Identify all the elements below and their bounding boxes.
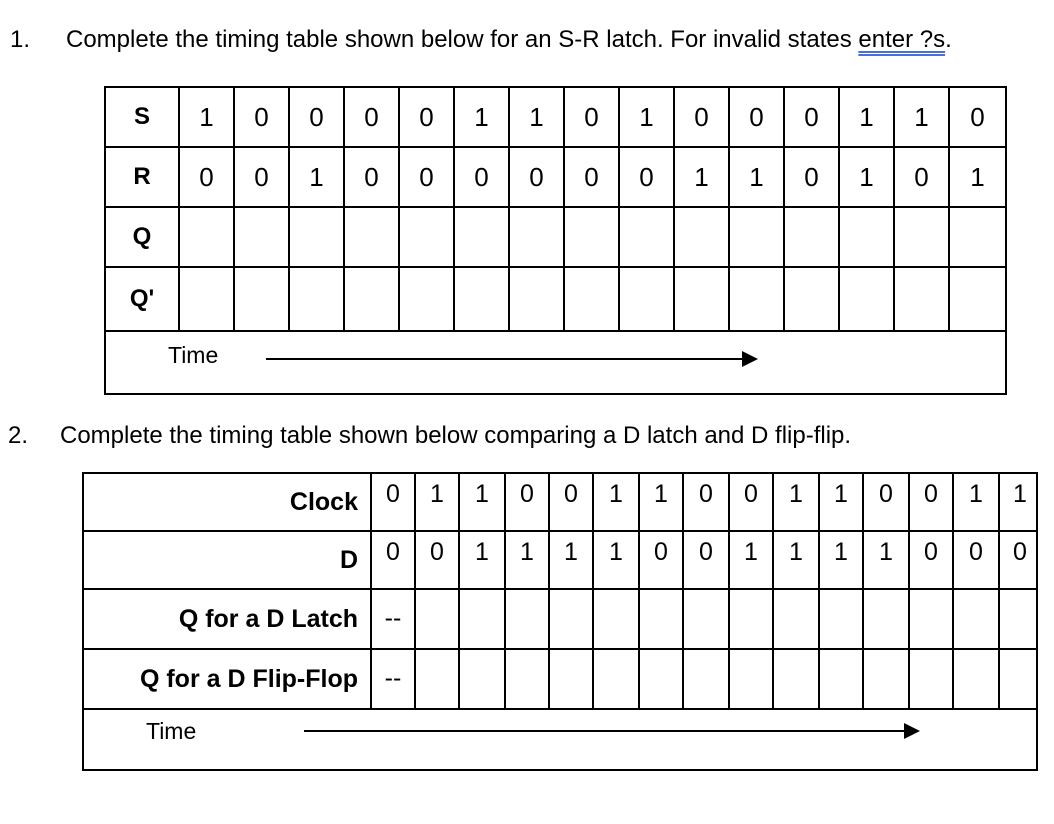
table-cell[interactable] bbox=[675, 208, 730, 266]
table-cell: 0 bbox=[180, 148, 235, 206]
table-cell[interactable] bbox=[774, 650, 820, 708]
table-cell[interactable] bbox=[235, 268, 290, 330]
table-cell[interactable] bbox=[910, 590, 954, 648]
question-2-text: Complete the timing table shown below comparing a D latch and D flip-flip. bbox=[60, 422, 852, 449]
row-label: Q for a D Latch bbox=[84, 590, 372, 648]
table-cell[interactable] bbox=[895, 208, 950, 266]
question-1-underlined-text: enter ?s bbox=[858, 26, 946, 53]
table-cell: 0 bbox=[416, 532, 460, 588]
table-cell: 1 bbox=[774, 474, 820, 530]
table-cell[interactable] bbox=[594, 650, 640, 708]
time-arrow-head-icon bbox=[742, 351, 758, 367]
table-cell: 0 bbox=[235, 88, 290, 146]
table-cell: 0 bbox=[910, 532, 954, 588]
table-cell[interactable] bbox=[620, 208, 675, 266]
table-cell[interactable] bbox=[180, 268, 235, 330]
table-cell[interactable] bbox=[416, 650, 460, 708]
table-cell[interactable] bbox=[954, 590, 1000, 648]
table-cell: 1 bbox=[730, 532, 774, 588]
table-cell: 1 bbox=[675, 148, 730, 206]
table-cell[interactable] bbox=[345, 268, 400, 330]
table-cell[interactable] bbox=[730, 208, 785, 266]
table-cell: 1 bbox=[820, 474, 864, 530]
table-cell[interactable] bbox=[1000, 590, 1040, 648]
table-cell[interactable] bbox=[950, 268, 1005, 330]
time-label: Time bbox=[146, 718, 197, 744]
time-arrow bbox=[304, 730, 908, 732]
table-cell: 0 bbox=[455, 148, 510, 206]
question-1-text: Complete the timing table shown below for an S-R latch. For invalid states bbox=[66, 26, 859, 53]
table-row-q-prime bbox=[106, 268, 1005, 332]
table-cell: 0 bbox=[400, 148, 455, 206]
time-arrow bbox=[266, 358, 746, 360]
table-cell[interactable] bbox=[290, 208, 345, 266]
table-cell[interactable] bbox=[550, 590, 594, 648]
question-1-prompt bbox=[10, 26, 952, 54]
table-cell: 0 bbox=[730, 88, 785, 146]
table-cell[interactable] bbox=[840, 208, 895, 266]
table-cell[interactable] bbox=[345, 208, 400, 266]
table-row-s bbox=[106, 88, 1005, 148]
table-cell[interactable] bbox=[550, 650, 594, 708]
table-row-q-d-latch bbox=[84, 590, 1036, 650]
table-cell: 0 bbox=[235, 148, 290, 206]
table-cell: 0 bbox=[400, 88, 455, 146]
table-cell: -- bbox=[372, 590, 416, 648]
d-latch-flip-flop-timing-table bbox=[82, 472, 1038, 771]
table-cell[interactable] bbox=[416, 590, 460, 648]
table-cell[interactable] bbox=[460, 650, 506, 708]
table-cell[interactable] bbox=[565, 268, 620, 330]
table-row-q bbox=[106, 208, 1005, 268]
table-cell[interactable] bbox=[864, 650, 910, 708]
table-row-d bbox=[84, 532, 1036, 590]
table-cell: 1 bbox=[510, 88, 565, 146]
table-cell: 0 bbox=[684, 532, 730, 588]
table-cell: 0 bbox=[506, 474, 550, 530]
table-cell[interactable] bbox=[180, 208, 235, 266]
table-cell: 1 bbox=[954, 474, 1000, 530]
table-cell: 0 bbox=[895, 148, 950, 206]
table-cell: 1 bbox=[840, 148, 895, 206]
row-label: D bbox=[84, 532, 372, 588]
table-cell[interactable] bbox=[506, 650, 550, 708]
table-cell[interactable] bbox=[730, 590, 774, 648]
table-row-r bbox=[106, 148, 1005, 208]
table-cell[interactable] bbox=[400, 208, 455, 266]
time-label: Time bbox=[168, 342, 219, 368]
table-cell: 0 bbox=[290, 88, 345, 146]
table-cell: 1 bbox=[864, 532, 910, 588]
table-cell[interactable] bbox=[950, 208, 1005, 266]
table-cell: 1 bbox=[180, 88, 235, 146]
row-label: Q bbox=[106, 208, 180, 266]
table-cell[interactable] bbox=[510, 268, 565, 330]
table-cell[interactable] bbox=[895, 268, 950, 330]
table-cell: 1 bbox=[455, 88, 510, 146]
question-1-period: . bbox=[945, 26, 952, 53]
table-cell: -- bbox=[372, 650, 416, 708]
table-cell: 0 bbox=[345, 88, 400, 146]
table-cell[interactable] bbox=[1000, 650, 1040, 708]
table-cell: 1 bbox=[840, 88, 895, 146]
table-cell[interactable] bbox=[785, 208, 840, 266]
table-cell[interactable] bbox=[620, 268, 675, 330]
table-cell: 0 bbox=[675, 88, 730, 146]
table-cell[interactable] bbox=[640, 650, 684, 708]
table-cell[interactable] bbox=[400, 268, 455, 330]
table-cell[interactable] bbox=[840, 268, 895, 330]
table-cell: 1 bbox=[290, 148, 345, 206]
question-2-number: 2. bbox=[8, 422, 29, 449]
table-cell[interactable] bbox=[455, 208, 510, 266]
table-cell: 0 bbox=[550, 474, 594, 530]
table-cell: 0 bbox=[785, 88, 840, 146]
table-cell: 0 bbox=[1013, 538, 1027, 566]
table-cell: 0 bbox=[372, 532, 416, 588]
table-cell[interactable] bbox=[820, 590, 864, 648]
table-cell[interactable] bbox=[510, 208, 565, 266]
table-cell[interactable] bbox=[565, 208, 620, 266]
table-cell[interactable] bbox=[820, 650, 864, 708]
table-cell[interactable] bbox=[290, 268, 345, 330]
table-cell[interactable] bbox=[684, 590, 730, 648]
table-cell[interactable] bbox=[675, 268, 730, 330]
table-cell: 0 bbox=[970, 101, 985, 132]
question-2-prompt bbox=[8, 422, 851, 450]
table-cell: 0 bbox=[730, 474, 774, 530]
table-cell: 1 bbox=[620, 88, 675, 146]
table-cell[interactable] bbox=[774, 590, 820, 648]
table-cell[interactable] bbox=[640, 590, 684, 648]
table-cell[interactable] bbox=[954, 650, 1000, 708]
row-label: Q for a D Flip-Flop bbox=[84, 650, 372, 708]
table-cell: 1 bbox=[460, 532, 506, 588]
table-cell[interactable] bbox=[506, 590, 550, 648]
question-1-number: 1. bbox=[10, 26, 31, 53]
table-cell[interactable] bbox=[785, 268, 840, 330]
table-cell: 0 bbox=[864, 474, 910, 530]
table-cell[interactable] bbox=[455, 268, 510, 330]
table-cell: 0 bbox=[954, 532, 1000, 588]
table-cell: 1 bbox=[774, 532, 820, 588]
table-cell[interactable] bbox=[730, 650, 774, 708]
table-cell: 0 bbox=[565, 148, 620, 206]
sr-latch-timing-table bbox=[104, 86, 1007, 395]
table-cell[interactable] bbox=[460, 590, 506, 648]
table-cell[interactable] bbox=[910, 650, 954, 708]
table-cell: 1 bbox=[730, 148, 785, 206]
table-cell: 1 bbox=[594, 532, 640, 588]
table-cell: 0 bbox=[345, 148, 400, 206]
time-arrow-head-icon bbox=[904, 723, 920, 739]
table-cell: 1 bbox=[550, 532, 594, 588]
table-cell[interactable] bbox=[684, 650, 730, 708]
table-cell: 1 bbox=[506, 532, 550, 588]
row-label: Q' bbox=[106, 268, 180, 330]
table-cell: 1 bbox=[594, 474, 640, 530]
table-cell: 0 bbox=[785, 148, 840, 206]
table-row-q-d-flip-flop bbox=[84, 650, 1036, 710]
table-row-clock bbox=[84, 474, 1036, 532]
table-cell: 1 bbox=[460, 474, 506, 530]
table-cell: 0 bbox=[372, 474, 416, 530]
row-label: Clock bbox=[84, 474, 372, 530]
table-cell[interactable] bbox=[594, 590, 640, 648]
table-cell: 1 bbox=[820, 532, 864, 588]
row-label: S bbox=[106, 88, 180, 146]
table-cell: 1 bbox=[640, 474, 684, 530]
table-cell: 1 bbox=[895, 88, 950, 146]
table-cell: 1 bbox=[416, 474, 460, 530]
table-cell: 0 bbox=[640, 532, 684, 588]
row-label: R bbox=[106, 148, 180, 206]
table-cell: 0 bbox=[620, 148, 675, 206]
table-cell[interactable] bbox=[730, 268, 785, 330]
table-cell[interactable] bbox=[864, 590, 910, 648]
table-cell: 0 bbox=[565, 88, 620, 146]
table-cell: 1 bbox=[970, 161, 985, 192]
table-cell[interactable] bbox=[235, 208, 290, 266]
table-cell: 0 bbox=[510, 148, 565, 206]
table-cell: 0 bbox=[910, 474, 954, 530]
table-cell: 0 bbox=[684, 474, 730, 530]
table-cell: 1 bbox=[1013, 480, 1027, 508]
